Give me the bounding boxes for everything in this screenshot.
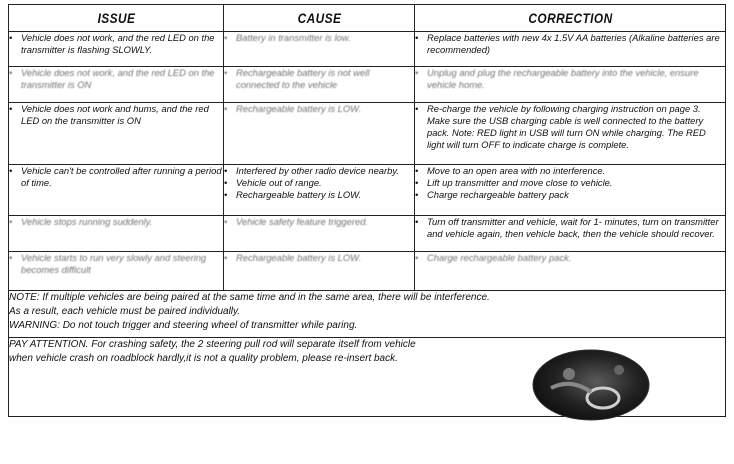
issue-item: • Vehicle does not work and hums, and the red LED on the transmitter is ON bbox=[9, 103, 223, 127]
notes-row bbox=[9, 291, 726, 338]
note-pair-individually: As a result, each vehicle must be paired individually. bbox=[9, 306, 241, 317]
cause-item: • Vehicle safety feature triggered. bbox=[224, 216, 414, 228]
issue-cell bbox=[9, 216, 224, 252]
cause-item: • Rechargeable battery is LOW. bbox=[224, 103, 414, 115]
note-warning: WARNING: Do not touch trigger and steering wheel of transmitter while paring. bbox=[9, 320, 358, 331]
issue-cell bbox=[9, 165, 224, 216]
correction-cell bbox=[415, 216, 726, 252]
cause-cell bbox=[224, 103, 415, 165]
cause-cell bbox=[224, 165, 415, 216]
correction-cell bbox=[415, 32, 726, 67]
issue-cell bbox=[9, 32, 224, 67]
table-row bbox=[9, 216, 726, 252]
cause-item: • Battery in transmitter is low. bbox=[224, 32, 414, 44]
header-issue: ISSUE bbox=[25, 5, 208, 32]
table-row bbox=[9, 67, 726, 103]
cause-cell bbox=[224, 67, 415, 103]
cause-item: • Rechargeable battery is not well connected to the vehicle bbox=[224, 67, 414, 91]
issue-item: • Vehicle stops running suddenly. bbox=[9, 216, 223, 228]
cause-cell bbox=[224, 252, 415, 291]
table-row bbox=[9, 165, 726, 216]
attention-row bbox=[9, 338, 726, 417]
correction-item: • Lift up transmitter and move close to vehicle. bbox=[415, 177, 725, 189]
attention-line-1: PAY ATTENTION. For crashing safety, the 2 steering pull rod will separate itself from vehicle bbox=[9, 339, 416, 350]
table-row bbox=[9, 103, 726, 165]
attention-line-2: when vehicle crash on roadblock hardly,it is not a quality problem, please re-insert back. bbox=[9, 353, 398, 364]
issue-item: • Vehicle starts to run very slowly and steering becomes difficult bbox=[9, 252, 223, 276]
correction-item: • Turn off transmitter and vehicle, wait for 1- minutes, turn on transmitter and vehicle again, then vehicle back, then the vehicle should recover. bbox=[415, 216, 725, 240]
table-row bbox=[9, 252, 726, 291]
correction-item: • Re-charge the vehicle by following charging instruction on page 3. Make sure the USB charging cable is well connected to the battery pack. Note: RED light in USB will turn ON while charging. The RED light will turn OFF to indicate charge is complete. bbox=[415, 103, 725, 151]
issue-cell bbox=[9, 103, 224, 165]
cause-item: • Rechargeable battery is LOW. bbox=[224, 189, 414, 201]
issue-item: • Vehicle does not work, and the red LED on the transmitter is flashing SLOWLY. bbox=[9, 32, 223, 56]
correction-item: • Unplug and plug the rechargeable battery into the vehicle, ensure vehicle home. bbox=[415, 67, 725, 91]
note-interference: NOTE: If multiple vehicles are being paired at the same time and in the same area, there will be interference. bbox=[9, 292, 490, 303]
header-cause: CAUSE bbox=[238, 5, 400, 32]
correction-item: • Replace batteries with new 4x 1.5V AA batteries (Alkaline batteries are recommended) bbox=[415, 32, 725, 56]
table-row bbox=[9, 32, 726, 67]
header-correction: CORRECTION bbox=[438, 5, 702, 32]
correction-cell bbox=[415, 252, 726, 291]
correction-item: • Move to an open area with no interference. bbox=[415, 165, 725, 177]
cause-item: • Rechargeable battery is LOW. bbox=[224, 252, 414, 264]
issue-cell bbox=[9, 252, 224, 291]
troubleshooting-table bbox=[8, 4, 726, 417]
correction-cell bbox=[415, 165, 726, 216]
cause-item: • Interfered by other radio device nearby. bbox=[224, 165, 414, 177]
issue-item: • Vehicle does not work, and the red LED on the transmitter is ON bbox=[9, 67, 223, 91]
issue-cell bbox=[9, 67, 224, 103]
issue-item: • Vehicle can't be controlled after running a period of time. bbox=[9, 165, 223, 189]
cause-cell bbox=[224, 216, 415, 252]
cause-cell bbox=[224, 32, 415, 67]
correction-item: • Charge rechargeable battery pack. bbox=[415, 252, 725, 264]
correction-cell bbox=[415, 67, 726, 103]
cause-item: • Vehicle out of range. bbox=[224, 177, 414, 189]
correction-cell bbox=[415, 103, 726, 165]
header-row bbox=[9, 5, 726, 32]
steering-rod-photo bbox=[531, 348, 651, 422]
correction-item: • Charge rechargeable battery pack bbox=[415, 189, 725, 201]
